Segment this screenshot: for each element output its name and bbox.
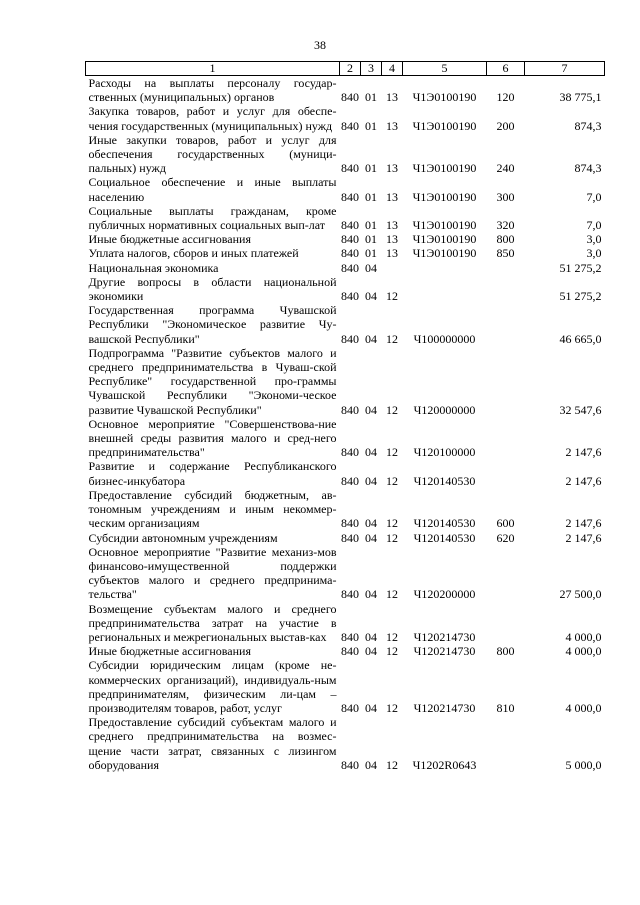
code-section: 04: [365, 700, 377, 715]
code-admin: 840: [341, 530, 359, 545]
code-target: [403, 261, 487, 275]
amount: 5 000,0: [565, 757, 602, 772]
row-name: Закупка товаров, работ и услуг для обеспе-чения государственных (муниципальных) нужд: [88, 104, 337, 133]
amount: 32 547,6: [559, 402, 602, 417]
code-subsection: 13: [386, 246, 398, 261]
code-admin: 840: [341, 218, 359, 233]
code-subsection: 12: [386, 516, 398, 531]
row-name: Национальная экономика: [88, 260, 219, 275]
table-row: [86, 175, 605, 203]
code-expense-type: 800: [496, 232, 515, 247]
code-subsection: 12: [386, 289, 398, 304]
row-name: Иные бюджетные ассигнования: [88, 232, 251, 247]
code-target: [403, 275, 487, 303]
code-admin: 840: [341, 246, 359, 261]
code-admin: 840: [341, 189, 359, 204]
code-target: Ч120000000: [413, 402, 476, 417]
header-cell-6: 6: [487, 62, 525, 76]
code-expense-type: [487, 602, 525, 645]
amount: 4 000,0: [565, 629, 602, 644]
code-section: 01: [365, 118, 377, 133]
code-section: 04: [365, 629, 377, 644]
code-admin: 840: [341, 331, 359, 346]
amount: 2 147,6: [565, 445, 602, 460]
row-name: Расходы на выплаты персоналу государ-ственных (муниципальных) органов: [88, 76, 337, 105]
code-section: 04: [365, 260, 377, 275]
amount: 51 275,2: [559, 260, 602, 275]
code-subsection: 13: [386, 232, 398, 247]
code-expense-type: [487, 261, 525, 275]
row-name: Основное мероприятие "Совершенствова-ние внешней среды развития малого и сред-него предпринимательства": [88, 416, 337, 460]
code-subsection: 12: [386, 757, 398, 772]
header-cell-4: 4: [382, 62, 403, 76]
table-row: [86, 232, 605, 246]
row-name: Субсидии юридическим лицам (кроме не-коммерческих организаций), индивидуаль-ным предпринимателям, физическим ли-цам – производителям товаров, работ, услуг: [88, 658, 337, 715]
code-target: Ч120214730: [413, 644, 476, 659]
code-subsection: 13: [386, 189, 398, 204]
table-row: [86, 204, 605, 232]
row-name: Иные бюджетные ассигнования: [88, 644, 251, 659]
code-expense-type: [487, 275, 525, 303]
code-expense-type: [487, 417, 525, 460]
row-name: Социальные выплаты гражданам, кроме публичных нормативных социальных вып-лат: [88, 203, 337, 233]
code-admin: 840: [341, 445, 359, 460]
code-section: 01: [365, 232, 377, 247]
row-name: Социальное обеспечение и иные выплаты населению: [88, 175, 337, 204]
amount: 27 500,0: [559, 587, 602, 602]
code-subsection: 12: [386, 402, 398, 417]
code-subsection: 12: [386, 629, 398, 644]
amount: 2 147,6: [565, 473, 602, 488]
code-subsection: 12: [386, 473, 398, 488]
code-target: Ч1Э0100190: [412, 189, 477, 204]
code-subsection: 12: [386, 644, 398, 659]
code-expense-type: [487, 715, 525, 772]
code-expense-type: 240: [496, 161, 515, 176]
amount: 7,0: [586, 189, 602, 204]
table-row: [86, 76, 605, 105]
table-row: [86, 133, 605, 176]
code-section: 01: [365, 246, 377, 261]
header-cell-2: 2: [340, 62, 361, 76]
code-admin: 840: [341, 629, 359, 644]
table-row: [86, 246, 605, 260]
code-expense-type: 800: [496, 644, 515, 659]
table-row: [86, 602, 605, 645]
row-name: Предоставление субсидий бюджетным, ав-тономным учреждениям и иным некоммер-ческим организациям: [88, 487, 337, 531]
code-target: Ч120200000: [413, 587, 476, 602]
row-name: Предоставление субсидий субъектам малого и среднего предпринимательства на возмес-щение части затрат, связанных с лизингом оборудования: [88, 715, 337, 772]
code-target: Ч1202R0643: [412, 757, 477, 772]
code-section: 01: [365, 189, 377, 204]
code-subsection: 13: [386, 90, 398, 105]
code-subsection: 13: [386, 118, 398, 133]
row-name: Уплата налогов, сборов и иных платежей: [88, 246, 299, 261]
header-cell-7: 7: [525, 62, 605, 76]
table-row: [86, 275, 605, 303]
code-target: Ч120214730: [413, 700, 476, 715]
code-expense-type: 120: [496, 90, 515, 105]
table-row: [86, 531, 605, 545]
code-section: 04: [365, 516, 377, 531]
code-target: Ч120140530: [413, 516, 476, 531]
code-target: Ч120140530: [413, 473, 476, 488]
code-subsection: 13: [386, 161, 398, 176]
code-section: 01: [365, 218, 377, 233]
table-row: [86, 715, 605, 772]
row-name: Иные закупки товаров, работ и услуг для обеспечения государственных (муници-пальных) нужд: [88, 132, 337, 176]
amount: 2 147,6: [565, 516, 602, 531]
code-expense-type: [487, 459, 525, 487]
row-name: Государственная программа Чувашской Республики "Экономическое развитие Чу-вашской Республики": [88, 303, 337, 346]
amount: 46 665,0: [559, 331, 602, 346]
code-admin: 840: [341, 260, 359, 275]
header-cell-5: 5: [403, 62, 487, 76]
code-expense-type: 300: [496, 189, 515, 204]
code-section: 04: [365, 331, 377, 346]
table-row: [86, 261, 605, 275]
code-section: 04: [365, 289, 377, 304]
budget-table: [85, 61, 605, 772]
amount: 3,0: [586, 232, 602, 247]
code-admin: 840: [341, 289, 359, 304]
table-row: [86, 658, 605, 715]
code-admin: 840: [341, 473, 359, 488]
code-target: Ч120140530: [413, 530, 476, 545]
code-section: 04: [365, 530, 377, 545]
code-expense-type: [487, 303, 525, 346]
code-section: 04: [365, 473, 377, 488]
code-subsection: [382, 261, 403, 275]
code-expense-type: 850: [496, 246, 515, 261]
table-row: [86, 459, 605, 487]
code-subsection: 12: [386, 587, 398, 602]
code-target: Ч1Э0100190: [412, 232, 477, 247]
table-row: [86, 488, 605, 531]
code-section: 04: [365, 445, 377, 460]
code-target: Ч120214730: [413, 629, 476, 644]
code-section: 04: [365, 587, 377, 602]
code-admin: 840: [341, 757, 359, 772]
row-name: Возмещение субъектам малого и среднего предпринимательства затрат на участие в региональных и межрегиональных выстав-ках: [88, 601, 337, 644]
amount: 51 275,2: [559, 289, 602, 304]
page-number: 38: [314, 38, 326, 52]
code-admin: 840: [341, 516, 359, 531]
code-target: Ч1Э0100190: [412, 161, 477, 176]
code-expense-type: [487, 346, 525, 417]
code-target: Ч100000000: [413, 331, 476, 346]
code-expense-type: 200: [496, 118, 515, 133]
code-target: Ч1Э0100190: [412, 118, 477, 133]
code-target: Ч1Э0100190: [412, 246, 477, 261]
row-name: Подпрограмма "Развитие субъектов малого и среднего предпринимательства в Чуваш-ской Республике" государственной про-граммы Чувашской Республики "Экономи-ческое развитие Чувашской Республики": [88, 345, 337, 417]
table-row: [86, 346, 605, 417]
table-row: [86, 644, 605, 658]
code-section: 04: [365, 402, 377, 417]
code-expense-type: 810: [496, 700, 515, 715]
row-name: Основное мероприятие "Развитие механиз-мов финансово-имущественной поддержки субъектов малого и среднего предпринима-тельства": [88, 544, 337, 602]
code-target: Ч1Э0100190: [412, 90, 477, 105]
amount: 3,0: [586, 246, 602, 261]
code-admin: 840: [341, 90, 359, 105]
code-expense-type: 620: [496, 530, 515, 545]
table-row: [86, 545, 605, 602]
code-subsection: 12: [386, 445, 398, 460]
table-row: [86, 104, 605, 132]
table-header: [86, 62, 605, 76]
code-subsection: 12: [386, 530, 398, 545]
code-subsection: 12: [386, 700, 398, 715]
code-admin: 840: [341, 700, 359, 715]
code-admin: 840: [341, 118, 359, 133]
code-admin: 840: [341, 232, 359, 247]
row-name: Другие вопросы в области национальной экономики: [88, 274, 337, 304]
code-admin: 840: [341, 587, 359, 602]
table-row: [86, 417, 605, 460]
table-body: [86, 76, 605, 772]
header-row: [86, 62, 605, 76]
code-target: Ч1Э0100190: [412, 218, 477, 233]
code-section: 04: [365, 644, 377, 659]
header-cell-3: 3: [361, 62, 382, 76]
code-target: Ч120100000: [413, 445, 476, 460]
row-name: Развитие и содержание Республиканского бизнес-инкубатора: [88, 459, 337, 488]
code-expense-type: [487, 545, 525, 602]
amount: 874,3: [574, 161, 602, 176]
code-section: 01: [365, 90, 377, 105]
code-subsection: 12: [386, 331, 398, 346]
code-expense-type: 600: [496, 516, 515, 531]
code-admin: 840: [341, 161, 359, 176]
table-row: [86, 303, 605, 346]
code-subsection: 13: [386, 218, 398, 233]
amount: 4 000,0: [565, 700, 602, 715]
code-section: 01: [365, 161, 377, 176]
code-admin: 840: [341, 402, 359, 417]
code-section: 04: [365, 757, 377, 772]
row-name: Субсидии автономным учреждениям: [88, 530, 278, 545]
amount: 874,3: [574, 118, 602, 133]
amount: 2 147,6: [565, 530, 602, 545]
amount: 7,0: [586, 218, 602, 233]
amount: 4 000,0: [565, 644, 602, 659]
code-expense-type: 320: [496, 218, 515, 233]
code-admin: 840: [341, 644, 359, 659]
header-cell-1: 1: [86, 62, 340, 76]
amount: 38 775,1: [559, 90, 602, 105]
